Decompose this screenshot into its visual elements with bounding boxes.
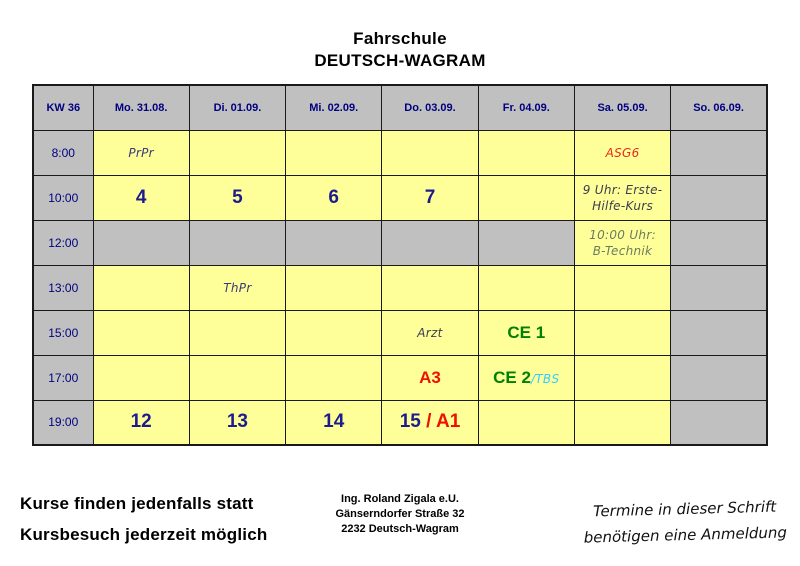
footer-address-city: 2232 Deutsch-Wagram — [341, 523, 459, 535]
time-label-1000: 10:00 — [33, 175, 93, 220]
entry-ce2: CE 2 — [493, 367, 531, 387]
row-1700 — [33, 355, 767, 400]
row-1900 — [33, 400, 767, 445]
entry-thpr: ThPr — [223, 280, 252, 295]
entry-ce1: CE 1 — [507, 322, 546, 342]
entry-course-12: 12 — [130, 411, 152, 433]
cell-mi-1900 — [286, 400, 382, 445]
cell-di-1200 — [189, 220, 285, 265]
footer-address — [300, 492, 500, 537]
entry-arzt: Arzt — [417, 325, 443, 340]
row-1500 — [33, 310, 767, 355]
cell-di-1500 — [189, 310, 285, 355]
entry-b-technik-line2: B-Technik — [592, 243, 653, 258]
cell-sa-1000 — [574, 175, 670, 220]
cell-do-1000 — [382, 175, 478, 220]
cell-mi-1000 — [286, 175, 382, 220]
entry-erste-hilfe-line2: Hilfe-Kurs — [592, 198, 654, 213]
cell-mi-0800 — [286, 130, 382, 175]
cell-so-1000 — [671, 175, 767, 220]
cell-mo-1200 — [93, 220, 189, 265]
entry-a1-suffix: / A1 — [420, 411, 461, 433]
time-label-0800: 8:00 — [33, 130, 93, 175]
entry-course-4: 4 — [135, 186, 147, 208]
cell-fr-0800 — [478, 130, 574, 175]
cell-do-1700 — [382, 355, 478, 400]
header-row — [33, 85, 767, 130]
cell-so-1200 — [671, 220, 767, 265]
cell-so-1900 — [671, 400, 767, 445]
cell-sa-1900 — [574, 400, 670, 445]
cell-sa-1300 — [574, 265, 670, 310]
cell-mo-1300 — [93, 265, 189, 310]
cell-fr-1300 — [478, 265, 574, 310]
header-day-wednesday: Mi. 02.09. — [286, 85, 382, 130]
title-line-2: DEUTSCH-WAGRAM — [314, 51, 486, 70]
entry-course-6: 6 — [328, 186, 339, 208]
cell-mi-1700 — [286, 355, 382, 400]
cell-sa-1700 — [574, 355, 670, 400]
cell-mo-1000 — [93, 175, 189, 220]
cell-fr-1700 — [478, 355, 574, 400]
entry-course-5: 5 — [232, 186, 243, 208]
header-day-friday: Fr. 04.09. — [478, 85, 574, 130]
entry-course-13: 13 — [226, 411, 248, 433]
cell-di-1000 — [189, 175, 285, 220]
cell-di-1700 — [189, 355, 285, 400]
title-line-1: Fahrschule — [353, 29, 447, 48]
entry-course-7: 7 — [424, 186, 436, 208]
cell-so-1700 — [671, 355, 767, 400]
cell-fr-1900 — [478, 400, 574, 445]
cell-sa-1200 — [574, 220, 670, 265]
cell-mi-1500 — [286, 310, 382, 355]
cell-mo-1900 — [93, 400, 189, 445]
time-label-1700: 17:00 — [33, 355, 93, 400]
footer-registration-note-line1: Termine in dieser Schrift — [592, 497, 777, 521]
cell-sa-0800 — [574, 130, 670, 175]
cell-do-1500 — [382, 310, 478, 355]
page-title — [0, 28, 800, 72]
header-week-number: KW 36 — [33, 85, 93, 130]
footer-note-courses — [20, 488, 267, 550]
footer-note-courses-line1: Kurse finden jedenfalls statt — [20, 494, 254, 513]
cell-do-1900 — [382, 400, 478, 445]
footer-registration-note-line2: benötigen eine Anmeldung — [583, 523, 788, 547]
schedule-table — [32, 84, 768, 446]
footer-address-name: Ing. Roland Zigala e.U. — [341, 493, 459, 505]
cell-fr-1200 — [478, 220, 574, 265]
time-label-1900: 19:00 — [33, 400, 93, 445]
row-1300 — [33, 265, 767, 310]
time-label-1500: 15:00 — [33, 310, 93, 355]
entry-prpr: PrPr — [128, 145, 154, 160]
cell-fr-1500 — [478, 310, 574, 355]
time-label-1300: 13:00 — [33, 265, 93, 310]
entry-tbs-suffix: /TBS — [530, 371, 560, 386]
entry-asg6: ASG6 — [605, 145, 640, 160]
cell-do-1200 — [382, 220, 478, 265]
row-1000 — [33, 175, 767, 220]
cell-sa-1500 — [574, 310, 670, 355]
header-day-thursday: Do. 03.09. — [382, 85, 478, 130]
cell-di-1900 — [189, 400, 285, 445]
cell-fr-1000 — [478, 175, 574, 220]
entry-course-15: 15 — [399, 411, 421, 433]
cell-mi-1200 — [286, 220, 382, 265]
cell-so-1300 — [671, 265, 767, 310]
entry-a3: A3 — [419, 367, 441, 387]
cell-mo-0800 — [93, 130, 189, 175]
cell-mo-1700 — [93, 355, 189, 400]
entry-b-technik-line1: 10:00 Uhr: — [589, 227, 656, 242]
footer-address-street: Gänserndorfer Straße 32 — [335, 508, 465, 520]
cell-do-1300 — [382, 265, 478, 310]
cell-mi-1300 — [286, 265, 382, 310]
entry-course-14: 14 — [323, 411, 345, 433]
footer-note-courses-line2: Kursbesuch jederzeit möglich — [20, 525, 268, 544]
header-day-saturday: Sa. 05.09. — [574, 85, 670, 130]
row-0800 — [33, 130, 767, 175]
header-day-sunday: So. 06.09. — [671, 85, 767, 130]
row-1200 — [33, 220, 767, 265]
cell-so-1500 — [671, 310, 767, 355]
entry-erste-hilfe-line1: 9 Uhr: Erste- — [582, 182, 663, 197]
footer-registration-note — [579, 493, 790, 550]
cell-di-1300 — [189, 265, 285, 310]
cell-di-0800 — [189, 130, 285, 175]
cell-do-0800 — [382, 130, 478, 175]
header-day-tuesday: Di. 01.09. — [189, 85, 285, 130]
cell-mo-1500 — [93, 310, 189, 355]
cell-so-0800 — [671, 130, 767, 175]
header-day-monday: Mo. 31.08. — [93, 85, 189, 130]
time-label-1200: 12:00 — [33, 220, 93, 265]
